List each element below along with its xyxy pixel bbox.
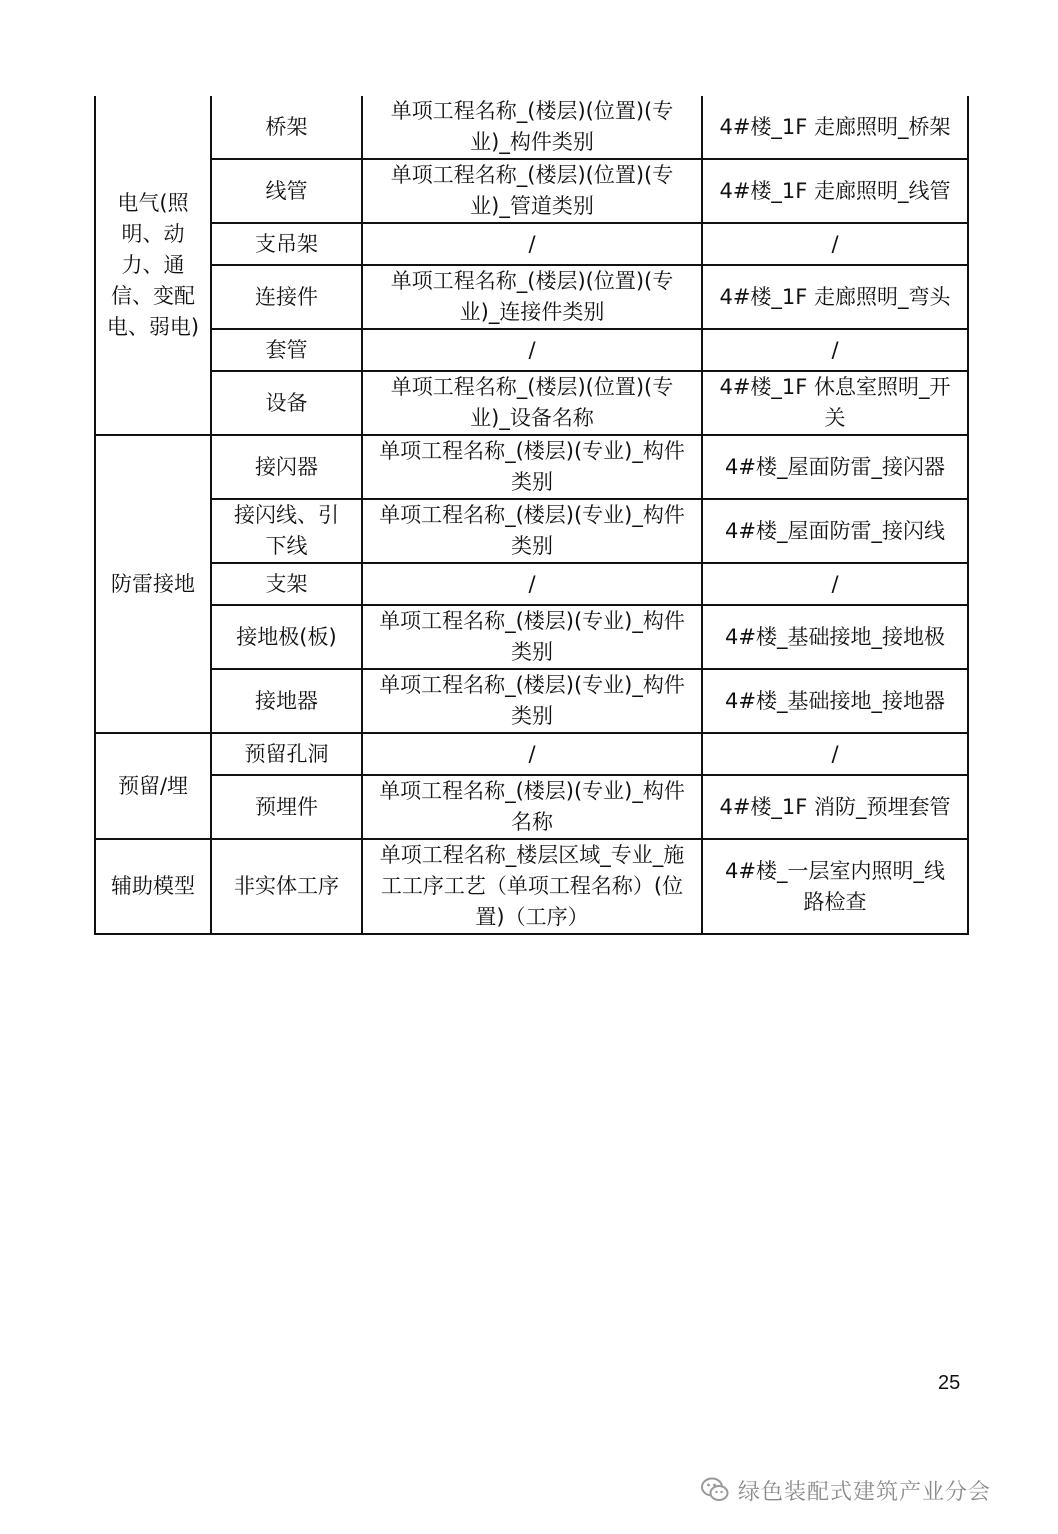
table-row <box>95 499 968 563</box>
component-cell: 非实体工序 <box>211 839 362 934</box>
example-cell: 4#楼_1F 休息室照明_开关 <box>702 371 968 435</box>
component-cell: 套管 <box>211 329 362 371</box>
example-cell: 4#楼_1F 走廊照明_弯头 <box>702 265 968 329</box>
category-cell: 辅助模型 <box>95 839 211 934</box>
rule-cell: / <box>362 223 702 265</box>
example-cell: / <box>702 329 968 371</box>
rule-cell: / <box>362 733 702 775</box>
wechat-icon <box>700 1475 730 1505</box>
table-row <box>95 563 968 605</box>
table-row <box>95 223 968 265</box>
component-cell: 预留孔洞 <box>211 733 362 775</box>
table-row <box>95 371 968 435</box>
table-row <box>95 775 968 839</box>
rule-cell: / <box>362 329 702 371</box>
table-row <box>95 839 968 934</box>
rule-cell: 单项工程名称_(楼层)(位置)(专业)_连接件类别 <box>362 265 702 329</box>
category-cell: 防雷接地 <box>95 435 211 733</box>
table-row <box>95 605 968 669</box>
watermark-text: 绿色装配式建筑产业分会 <box>738 1479 992 1505</box>
example-cell: 4#楼_1F 消防_预埋套管 <box>702 775 968 839</box>
component-cell: 接地极(板) <box>211 605 362 669</box>
example-cell: 4#楼_1F 走廊照明_桥架 <box>702 96 968 159</box>
component-cell: 设备 <box>211 371 362 435</box>
component-cell: 接闪器 <box>211 435 362 499</box>
rule-cell: 单项工程名称_(楼层)(位置)(专业)_管道类别 <box>362 159 702 223</box>
table-row <box>95 265 968 329</box>
category-cell: 预留/埋 <box>95 733 211 839</box>
naming-rules-table <box>94 96 969 935</box>
table-row <box>95 96 968 159</box>
example-cell: 4#楼_基础接地_接地极 <box>702 605 968 669</box>
category-cell: 电气(照明、动力、通信、变配电、弱电) <box>95 96 211 435</box>
table-row <box>95 435 968 499</box>
page-number: 25 <box>938 1372 961 1394</box>
rule-cell: 单项工程名称_(楼层)(专业)_构件类别 <box>362 435 702 499</box>
table-row <box>95 733 968 775</box>
rule-cell: 单项工程名称_(楼层)(专业)_构件类别 <box>362 669 702 733</box>
component-cell: 预埋件 <box>211 775 362 839</box>
example-cell: 4#楼_基础接地_接地器 <box>702 669 968 733</box>
component-cell: 桥架 <box>211 96 362 159</box>
table-row <box>95 329 968 371</box>
example-cell: / <box>702 223 968 265</box>
rule-cell: 单项工程名称_(楼层)(位置)(专业)_构件类别 <box>362 96 702 159</box>
rule-cell: 单项工程名称_(楼层)(位置)(专业)_设备名称 <box>362 371 702 435</box>
watermark <box>700 1470 991 1510</box>
component-cell: 支吊架 <box>211 223 362 265</box>
example-cell: / <box>702 733 968 775</box>
example-cell: 4#楼_屋面防雷_接闪器 <box>702 435 968 499</box>
component-cell: 接地器 <box>211 669 362 733</box>
rule-cell: 单项工程名称_(楼层)(专业)_构件类别 <box>362 499 702 563</box>
table-row <box>95 159 968 223</box>
example-cell: 4#楼_1F 走廊照明_线管 <box>702 159 968 223</box>
example-cell: 4#楼_一层室内照明_线路检查 <box>702 839 968 934</box>
component-cell: 支架 <box>211 563 362 605</box>
example-cell: / <box>702 563 968 605</box>
component-cell: 连接件 <box>211 265 362 329</box>
rule-cell: / <box>362 563 702 605</box>
component-cell: 线管 <box>211 159 362 223</box>
rule-cell: 单项工程名称_(楼层)(专业)_构件类别 <box>362 605 702 669</box>
component-cell: 接闪线、引下线 <box>211 499 362 563</box>
table-row <box>95 669 968 733</box>
rule-cell: 单项工程名称_(楼层)(专业)_构件名称 <box>362 775 702 839</box>
rule-cell: 单项工程名称_楼层区域_专业_施工工序工艺（单项工程名称）(位置)（工序） <box>362 839 702 934</box>
example-cell: 4#楼_屋面防雷_接闪线 <box>702 499 968 563</box>
